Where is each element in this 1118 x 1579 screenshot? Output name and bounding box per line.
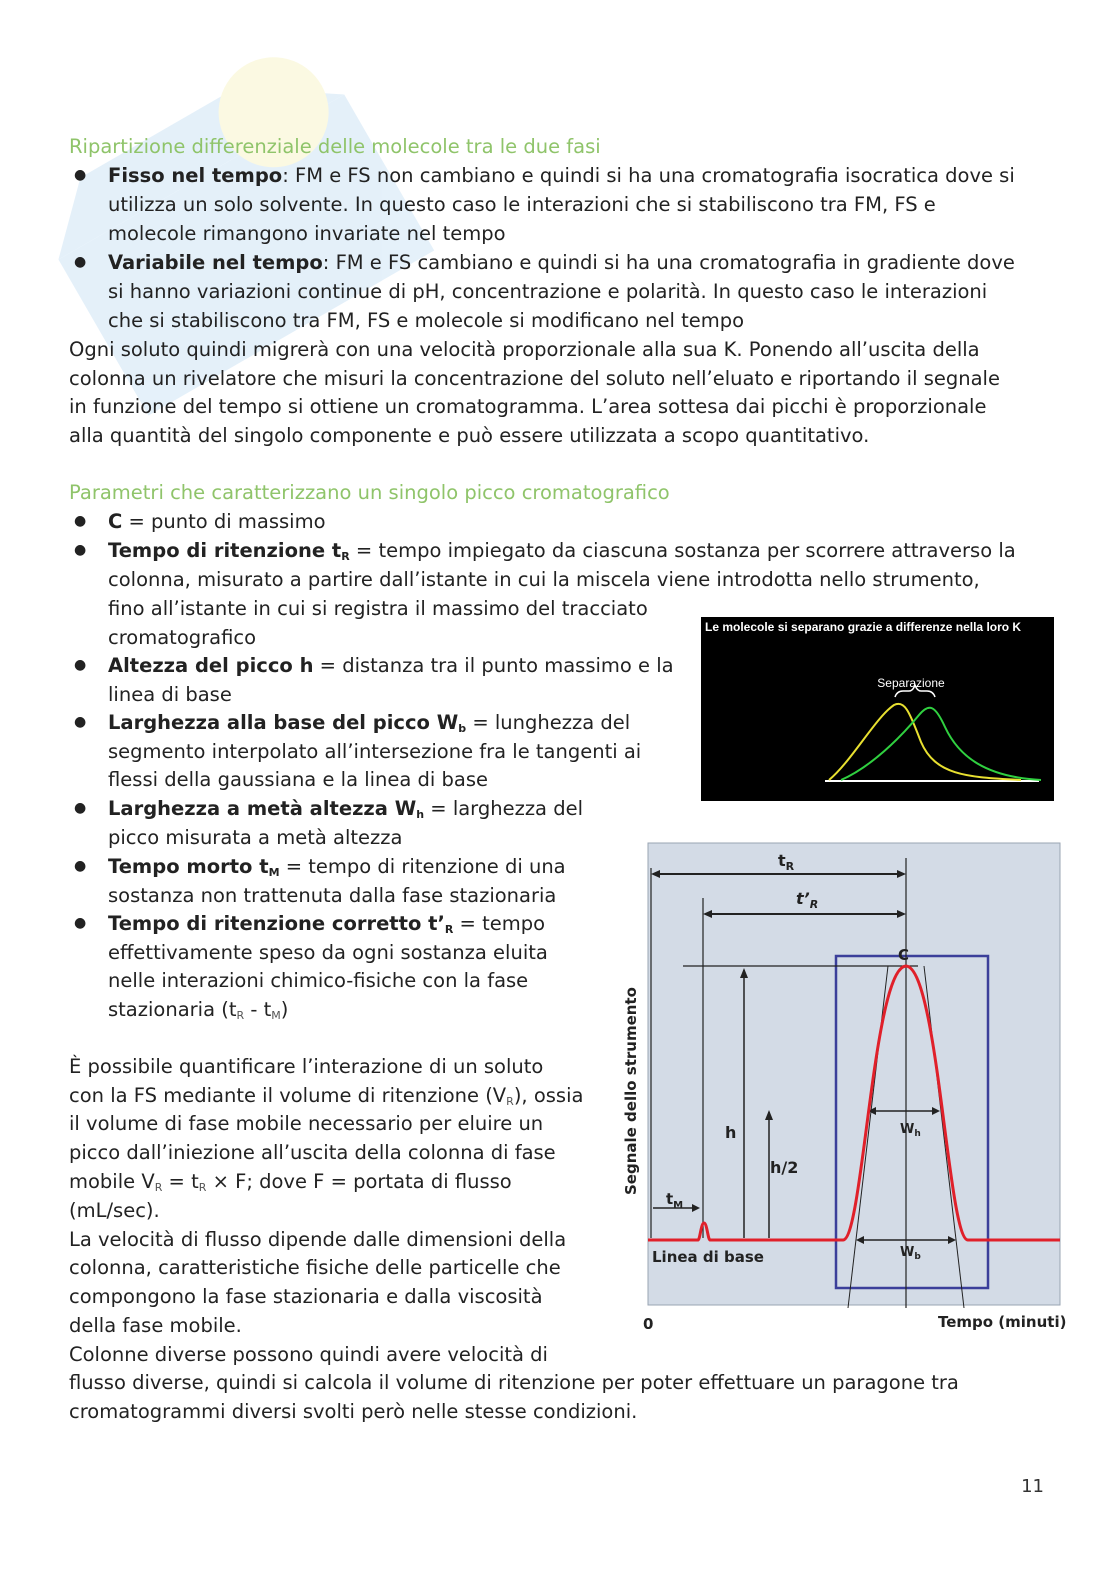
yellow-peak-curve: [829, 704, 1021, 780]
bullet-trc-line3: nelle interazioni chimico-fisiche con la fase: [108, 969, 529, 992]
page-number: 11: [1021, 1476, 1044, 1497]
term-wb: Larghezza alla base del picco W: [108, 711, 459, 734]
bullet-wb-line1: [108, 708, 630, 737]
term-c: C: [108, 510, 123, 533]
label-part: M: [673, 1200, 684, 1211]
text: ): [280, 998, 289, 1021]
text: : FM e FS cambiano e quindi si ha una cromatografia in gradiente dove: [322, 251, 1015, 274]
label-y-axis: Segnale dello strumento: [622, 987, 640, 1195]
bullet-wb-line2: segmento interpolato all’intersezione fra le tangenti ai: [108, 740, 642, 763]
bullet-tr-line1: [108, 536, 1016, 565]
term-tm: Tempo morto t: [108, 855, 269, 878]
bullet-h-line2: linea di base: [108, 683, 232, 706]
paragraph-line: Ogni soluto quindi migrerà con una velocità proporzionale alla sua K. Ponendo all’uscita della: [69, 338, 980, 361]
text: mobile V: [69, 1170, 155, 1193]
flow-line4: della fase mobile.: [69, 1314, 242, 1337]
vr-line1: È possibile quantificare l’interazione di un soluto: [69, 1055, 544, 1078]
bullet-tr-line4: cromatografico: [108, 626, 257, 649]
sub: R: [236, 1009, 245, 1022]
label-part: t’: [796, 889, 810, 908]
label-baseline: Linea di base: [652, 1248, 764, 1266]
label-part: W: [900, 1122, 915, 1137]
bullet-dot: ●: [74, 254, 87, 270]
label-part: t: [778, 851, 786, 870]
text: = distanza tra il punto massimo e la: [313, 654, 674, 677]
text: stazionaria (t: [108, 998, 237, 1021]
bullet-tm-line1: [108, 852, 566, 881]
label-h: h: [725, 1123, 737, 1142]
text: = larghezza del: [424, 797, 584, 820]
sub: M: [268, 866, 280, 879]
bullet-trc-line1: [108, 909, 545, 938]
flow-line5: Colonne diverse possono quindi avere velocità di: [69, 1343, 548, 1366]
bullet-variabile-line1: [108, 248, 1015, 277]
paragraph-line: alla quantità del singolo componente e può essere utilizzata a scopo quantitativo.: [69, 424, 870, 447]
bullet-dot: ●: [74, 542, 87, 558]
sub: R: [506, 1095, 514, 1108]
vr-line5: [69, 1167, 512, 1196]
vr-line4: picco dall’iniezione all’uscita della colonna di fase: [69, 1141, 556, 1164]
figure-separation-title: Le molecole si separano grazie a differenze nella loro K: [705, 620, 1022, 634]
bullet-variabile-line2: si hanno variazioni continue di pH, concentrazione e polarità. In questo caso le interazioni: [108, 280, 988, 303]
bullet-trc-line2: effettivamente speso da ogni sostanza eluita: [108, 941, 548, 964]
green-peak-curve: [841, 708, 1041, 780]
bullet-dot: ●: [74, 167, 87, 183]
vr-line6: (mL/sec).: [69, 1199, 160, 1222]
bullet-dot: ●: [74, 513, 87, 529]
text: : FM e FS non cambiano e quindi si ha una cromatografia isocratica dove si: [282, 164, 1015, 187]
text: = t: [162, 1170, 199, 1193]
bullet-wh-line2: picco misurata a metà altezza: [108, 826, 403, 849]
text: = tempo di ritenzione di una: [279, 855, 566, 878]
bullet-tr-line3: fino all’istante in cui si registra il massimo del tracciato: [108, 597, 648, 620]
text: ), ossia: [513, 1084, 584, 1107]
label-part: b: [914, 1252, 921, 1262]
label-part: h: [914, 1129, 921, 1139]
label-part: t: [666, 1190, 674, 1208]
section-heading-ripartizione: Ripartizione differenziale delle molecole tra le due fasi: [69, 135, 601, 158]
sub: R: [444, 923, 454, 936]
sub: R: [154, 1181, 163, 1194]
bullet-trc-line4: [108, 995, 288, 1024]
text: × F; dove F = portata di flusso: [206, 1170, 512, 1193]
label-h2: h/2: [770, 1158, 799, 1177]
text: = tempo: [453, 912, 546, 935]
label-x-axis: Tempo (minuti): [938, 1313, 1067, 1331]
flow-line7: cromatogrammi diversi svolti però nelle stesse condizioni.: [69, 1400, 638, 1423]
term-variabile: Variabile nel tempo: [108, 251, 323, 274]
term-h: Altezza del picco h: [108, 654, 314, 677]
sub: b: [458, 722, 467, 735]
bullet-c: [108, 507, 326, 536]
text: = lunghezza del: [466, 711, 631, 734]
sub: R: [341, 550, 350, 563]
text: con la FS mediante il volume di ritenzione (V: [69, 1084, 507, 1107]
figure-peak-diagram: [618, 838, 1078, 1338]
vr-line2: [69, 1081, 583, 1110]
separation-label: Separazione: [877, 676, 945, 690]
bullet-dot: ●: [74, 858, 87, 874]
term-tr: Tempo di ritenzione t: [108, 539, 342, 562]
paragraph-line: in funzione del tempo si ottiene un cromatogramma. L’area sottesa dai picchi è proporzionale: [69, 395, 987, 418]
text: - t: [244, 998, 272, 1021]
bullet-dot: ●: [74, 800, 87, 816]
label-origin: 0: [643, 1315, 654, 1333]
bullet-h-line1: [108, 651, 674, 680]
bullet-fisso-line2: utilizza un solo solvente. In questo caso le interazioni che si stabiliscono tra FM, FS e: [108, 193, 936, 216]
label-part: R: [809, 898, 819, 911]
label-part: W: [900, 1245, 915, 1260]
figure-separation: [701, 617, 1054, 801]
bullet-dot: ●: [74, 714, 87, 730]
bullet-variabile-line3: che si stabiliscono tra FM, FS e molecole si modificano nel tempo: [108, 309, 745, 332]
label-c: C: [898, 946, 910, 964]
term-trc: Tempo di ritenzione corretto t’: [108, 912, 445, 935]
bullet-tr-line2: colonna, misurato a partire dall’istante in cui la miscela viene introdotta nello strumento,: [108, 568, 980, 591]
section-heading-parametri: Parametri che caratterizzano un singolo picco cromatografico: [69, 481, 670, 504]
paragraph-line: colonna un rivelatore che misuri la concentrazione del soluto nell’eluato e riportando il segnale: [69, 367, 1000, 390]
bullet-dot: ●: [74, 915, 87, 931]
bullet-tm-line2: sostanza non trattenuta dalla fase stazionaria: [108, 884, 557, 907]
flow-line2: colonna, caratteristiche fisiche delle particelle che: [69, 1256, 561, 1279]
sub: M: [271, 1009, 281, 1022]
text: = tempo impiegato da ciascuna sostanza per scorrere attraverso la: [349, 539, 1016, 562]
bullet-fisso-line1: [108, 161, 1015, 190]
term-wh: Larghezza a metà altezza W: [108, 797, 417, 820]
text: = punto di massimo: [122, 510, 326, 533]
sub: h: [416, 808, 425, 821]
flow-line1: La velocità di flusso dipende dalle dimensioni della: [69, 1228, 567, 1251]
flow-line6: flusso diverse, quindi si calcola il volume di ritenzione per poter effettuare un paragone tra: [69, 1371, 959, 1394]
bullet-wb-line3: flessi della gaussiana e la linea di base: [108, 768, 489, 791]
flow-line3: compongono la fase stazionaria e dalla viscosità: [69, 1285, 543, 1308]
bullet-fisso-line3: molecole rimangono invariate nel tempo: [108, 222, 506, 245]
label-part: R: [785, 860, 795, 873]
vr-line3: il volume di fase mobile necessario per eluire un: [69, 1112, 544, 1135]
bullet-wh-line1: [108, 794, 583, 823]
term-fisso: Fisso nel tempo: [108, 164, 283, 187]
sub: R: [198, 1181, 207, 1194]
bullet-dot: ●: [74, 657, 87, 673]
